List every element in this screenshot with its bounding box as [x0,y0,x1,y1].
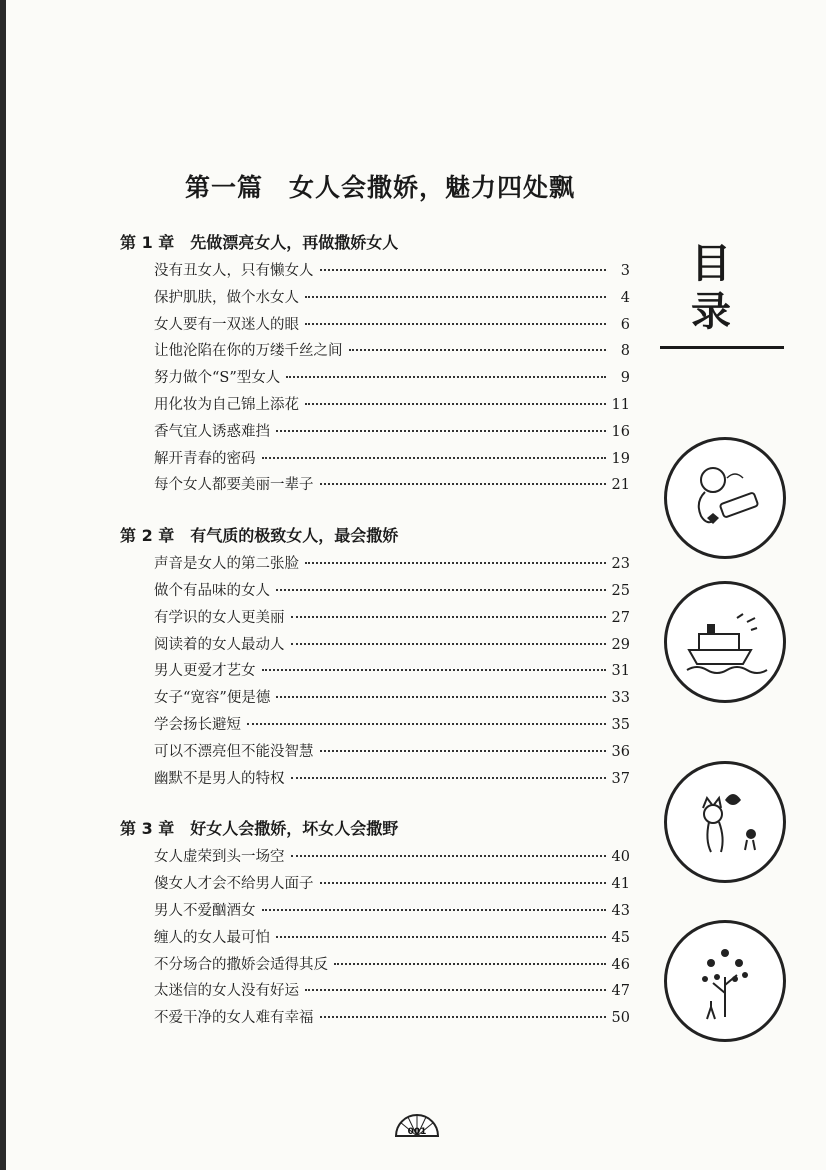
side-label-char: 录 [691,289,731,335]
chapter-title: 第 1 章 先做漂亮女人，再做撒娇女人 [120,233,399,252]
chapter-title: 第 3 章 好女人会撒娇，坏女人会撒野 [120,819,399,839]
leader-dots [291,777,606,779]
entry-title: 让他沦陷在你的万缕千丝之间 [154,343,343,360]
entry-title: 保护肌肤，做个水女人 [154,289,299,306]
entry-title: 太迷信的女人没有好运 [154,983,299,1000]
lipstick-icon [667,440,783,556]
entry-title: 每个女人都要美丽一辈子 [154,477,314,494]
toc-entry [154,844,630,871]
toc-entry [154,472,630,499]
toc-entry [154,898,630,925]
leader-dots [286,376,606,378]
toc-entry [154,1005,630,1032]
page-number-badge [392,1108,442,1138]
leader-dots [291,855,606,857]
entry-title: 男人不爱酗酒女 [154,902,256,919]
leader-dots [262,669,606,671]
chapter-3 [120,814,630,1032]
entry-title: 声音是女人的第二张脸 [154,556,299,573]
entry-title: 傻女人才会不给男人面子 [154,876,314,893]
part-title: 第一篇 女人会撒娇，魅力四处飘 [184,173,575,202]
toc-entry [154,739,630,766]
leader-dots [276,696,605,698]
lipstick-illustration [664,437,786,559]
entry-page: 31 [611,663,630,680]
entry-title: 用化妆为自己锦上添花 [154,396,299,413]
toc-entry [154,338,630,365]
entry-page: 19 [611,450,630,467]
tree-illustration [664,920,786,1042]
tree-icon [667,923,783,1039]
leader-dots [276,430,606,432]
leader-dots [291,616,606,618]
table-of-contents [120,228,630,1054]
entry-page: 36 [611,743,630,760]
entry-title: 不分场合的撒娇会适得其反 [154,956,328,973]
entry-page: 25 [611,582,630,599]
leader-dots [276,936,606,938]
entry-page: 46 [611,956,630,973]
entry-title: 努力做个“S”型女人 [154,370,281,387]
entry-page: 45 [611,929,630,946]
cat-icon [667,764,783,880]
toc-entry [154,632,630,659]
leader-dots [291,643,606,645]
chapter-1 [120,228,630,499]
entry-title: 做个有品味的女人 [154,582,270,599]
toc-entry [154,312,630,339]
entry-page: 29 [611,636,630,653]
toc-entry [154,605,630,632]
leader-dots [349,349,607,351]
entry-title: 阅读着的女人最动人 [154,636,285,653]
chapter-2 [120,521,630,792]
toc-entry [154,766,630,793]
entry-page: 33 [611,690,630,707]
toc-entry [154,685,630,712]
toc-entry [154,285,630,312]
leader-dots [320,750,606,752]
toc-entry [154,658,630,685]
entry-title: 有学识的女人更美丽 [154,609,285,626]
toc-entry [154,578,630,605]
toc-entry [154,978,630,1005]
entry-page: 27 [611,609,630,626]
page-binding-edge [0,0,6,1170]
toc-entry [154,925,630,952]
entry-page: 43 [611,902,630,919]
toc-entry [154,446,630,473]
entry-page: 50 [611,1010,630,1027]
entry-page: 41 [611,876,630,893]
side-label-char: 目 [691,241,731,287]
boat-illustration [664,581,786,703]
entry-title: 女子“宽容”便是德 [154,690,271,707]
contents-side-label [676,240,746,336]
leader-dots [262,457,606,459]
entry-title: 没有丑女人，只有懒女人 [154,263,314,279]
entry-page: 8 [620,343,630,360]
entry-page: 35 [611,716,630,733]
entry-title: 缠人的女人最可怕 [154,929,270,946]
entry-page: 37 [611,770,630,787]
fan-icon [392,1108,442,1138]
leader-dots [305,296,606,298]
entry-page: 11 [611,396,630,413]
leader-dots [320,1016,606,1018]
leader-dots [262,909,606,911]
toc-entry [154,551,630,578]
boat-icon [667,584,783,700]
entry-title: 女人要有一双迷人的眼 [154,316,299,333]
leader-dots [305,989,606,991]
toc-entry [154,392,630,419]
entry-page: 47 [611,983,630,1000]
leader-dots [334,963,606,965]
entry-title: 香气宜人诱惑难挡 [154,423,270,440]
leader-dots [305,403,606,405]
toc-entry [154,952,630,979]
entry-page: 9 [620,370,630,387]
leader-dots [276,589,606,591]
chapter-title: 第 2 章 有气质的极致女人，最会撒娇 [120,526,399,546]
entry-title: 幽默不是男人的特权 [154,770,285,787]
entry-page: 6 [620,316,630,333]
entry-title: 不爱干净的女人难有幸福 [154,1010,314,1027]
entry-page: 16 [611,423,630,440]
leader-dots [320,483,606,485]
cat-mouse-illustration [664,761,786,883]
toc-entry [154,871,630,898]
entry-page: 3 [620,263,630,279]
page-number: 001 [407,1127,427,1137]
entry-title: 解开青春的密码 [154,450,256,467]
toc-entry [154,712,630,739]
toc-entry [154,419,630,446]
entry-page: 23 [611,556,630,573]
toc-entry [154,258,630,285]
entry-page: 4 [620,289,630,306]
entry-title: 学会扬长避短 [154,716,241,733]
toc-entry [154,365,630,392]
leader-dots [305,562,606,564]
leader-dots [320,882,606,884]
entry-title: 男人更爱才艺女 [154,663,256,680]
side-divider [660,346,784,349]
leader-dots [305,323,606,325]
entry-page: 21 [611,477,630,494]
leader-dots [320,269,607,271]
entry-page: 40 [611,849,630,866]
entry-title: 可以不漂亮但不能没智慧 [154,743,314,760]
entry-title: 女人虚荣到头一场空 [154,849,285,866]
leader-dots [247,723,606,725]
